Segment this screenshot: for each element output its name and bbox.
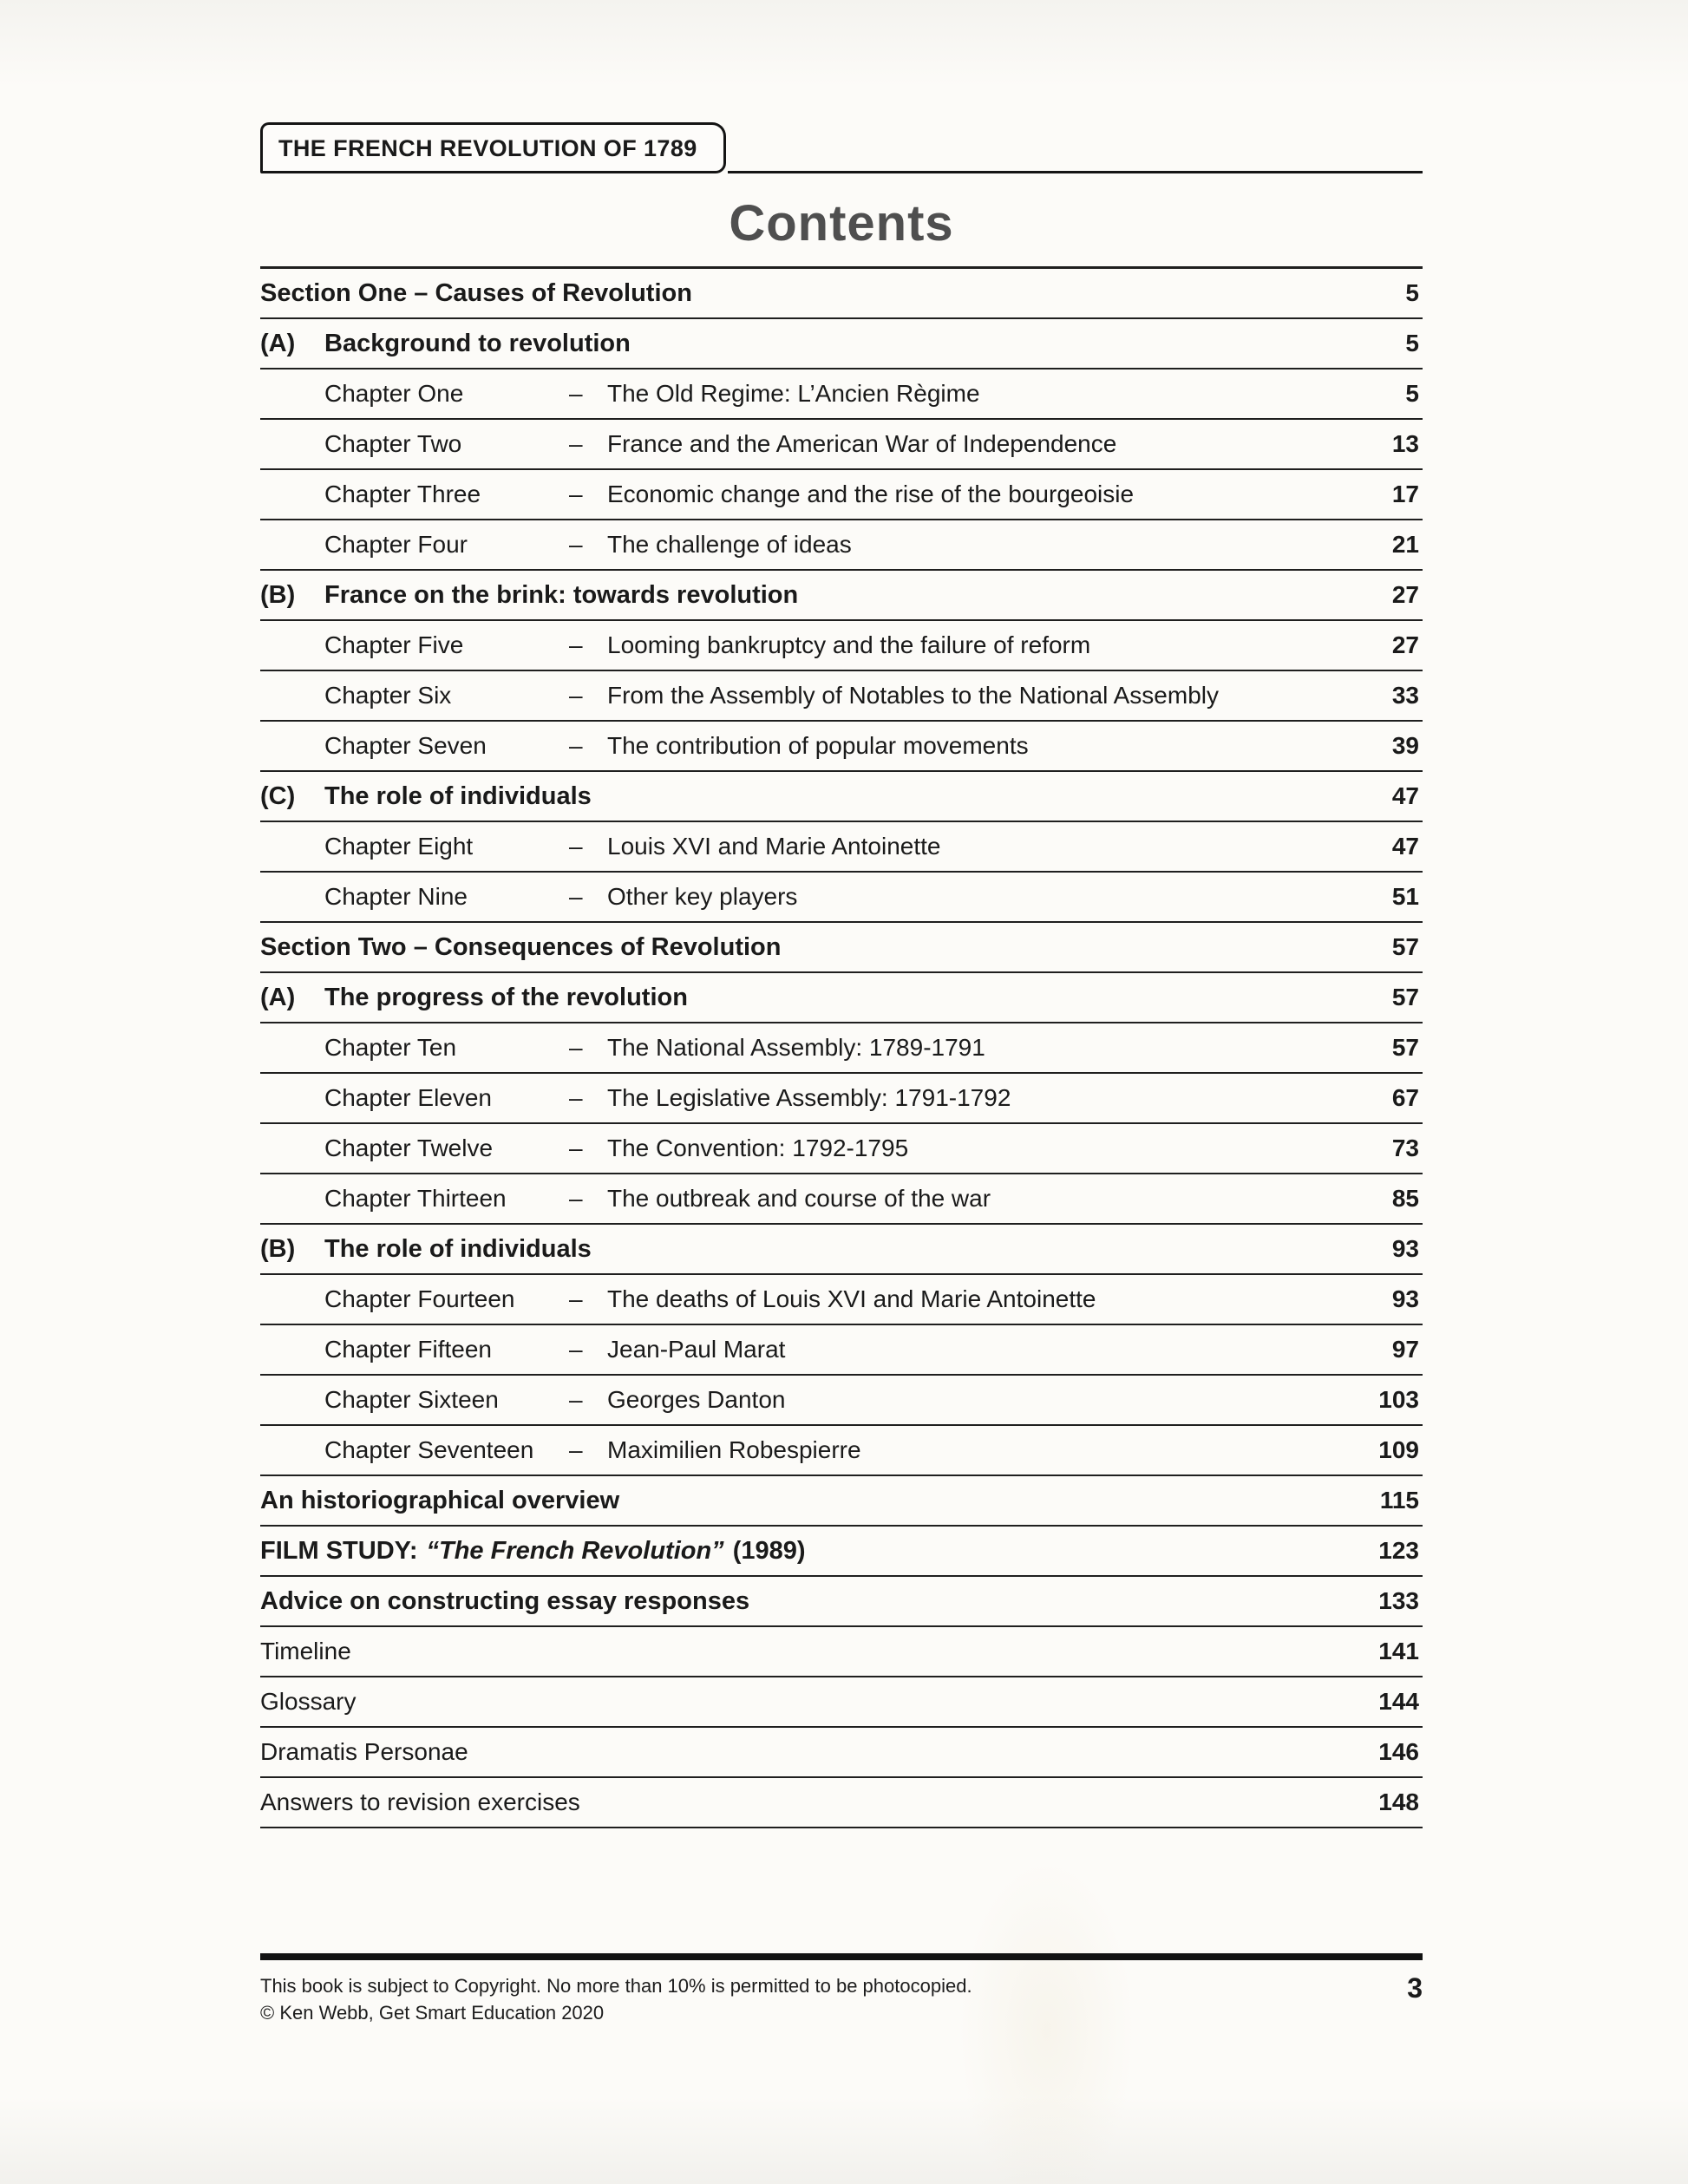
dash-separator: – bbox=[569, 531, 583, 558]
toc-page-number: 123 bbox=[1378, 1537, 1419, 1564]
toc-row bbox=[260, 822, 1423, 873]
toc-page-number: 144 bbox=[1378, 1688, 1419, 1715]
dash-separator: – bbox=[569, 732, 583, 759]
page-title: Contents bbox=[729, 195, 954, 252]
chapter-label: Chapter Five bbox=[324, 631, 464, 658]
chapter-title: The outbreak and course of the war bbox=[607, 1185, 991, 1212]
toc-page-number: 93 bbox=[1391, 1285, 1419, 1312]
chapter-title: The deaths of Louis XVI and Marie Antoinette bbox=[607, 1285, 1096, 1312]
toc-row bbox=[260, 1677, 1423, 1728]
toc-row bbox=[260, 1778, 1423, 1828]
toc-page-number: 93 bbox=[1391, 1235, 1419, 1262]
chapter-label: Chapter Twelve bbox=[324, 1135, 494, 1161]
tab-rule bbox=[728, 171, 1423, 173]
toc-page-number: 33 bbox=[1391, 682, 1419, 709]
section-letter: (A) bbox=[260, 329, 296, 357]
toc-row bbox=[260, 319, 1423, 369]
toc-row bbox=[260, 520, 1423, 571]
toc-page-number: 109 bbox=[1378, 1436, 1419, 1463]
section-letter: (B) bbox=[260, 580, 296, 609]
toc-row bbox=[260, 1074, 1423, 1124]
chapter-title: France and the American War of Independence bbox=[607, 430, 1117, 457]
section-letter: (A) bbox=[260, 983, 296, 1011]
chapter-label: Chapter Six bbox=[324, 682, 452, 709]
toc-row bbox=[260, 1426, 1423, 1476]
copyright-line: This book is subject to Copyright. No more than 10% is permitted to be photocopied. bbox=[260, 1975, 972, 1997]
toc-row bbox=[260, 1577, 1423, 1627]
dash-separator: – bbox=[569, 1285, 583, 1312]
toc-row bbox=[260, 722, 1423, 772]
chapter-label: Chapter Fourteen bbox=[324, 1285, 515, 1312]
chapter-title: Other key players bbox=[607, 883, 798, 910]
dash-separator: – bbox=[569, 1336, 583, 1363]
section-letter: (C) bbox=[260, 781, 296, 810]
dash-separator: – bbox=[569, 833, 583, 860]
toc-row bbox=[260, 1124, 1423, 1174]
chapter-label: Chapter Seven bbox=[324, 732, 487, 759]
chapter-title: Georges Danton bbox=[607, 1386, 786, 1413]
toc-row bbox=[260, 1325, 1423, 1376]
chapter-title: Economic change and the rise of the bourgeoisie bbox=[607, 481, 1135, 507]
toc-page-number: 85 bbox=[1391, 1185, 1419, 1212]
toc-entry-label: An historiographical overview bbox=[260, 1486, 620, 1514]
dash-separator: – bbox=[569, 481, 583, 507]
toc-page-number: 103 bbox=[1378, 1386, 1419, 1413]
dash-separator: – bbox=[569, 883, 583, 910]
toc-page-number: 27 bbox=[1391, 631, 1419, 658]
chapter-title: The Legislative Assembly: 1791-1792 bbox=[607, 1084, 1011, 1111]
chapter-title: Louis XVI and Marie Antoinette bbox=[607, 833, 941, 860]
toc-row bbox=[260, 1376, 1423, 1426]
toc-row bbox=[260, 1527, 1423, 1577]
toc-entry-label: Section One – Causes of Revolution bbox=[260, 278, 692, 307]
toc-row bbox=[260, 1476, 1423, 1527]
toc-page-number: 17 bbox=[1391, 481, 1419, 507]
publisher-line: © Ken Webb, Get Smart Education 2020 bbox=[260, 2002, 605, 2024]
toc-page-number: 13 bbox=[1391, 430, 1419, 457]
toc-row bbox=[260, 1174, 1423, 1225]
chapter-label: Chapter Eleven bbox=[324, 1084, 493, 1111]
toc-entry-label: FILM STUDY: bbox=[260, 1536, 418, 1565]
toc-page-number: 146 bbox=[1378, 1738, 1419, 1765]
chapter-title: Looming bankruptcy and the failure of reform bbox=[607, 631, 1091, 658]
toc-page-number: 67 bbox=[1391, 1084, 1419, 1111]
toc-page-number: 97 bbox=[1391, 1336, 1419, 1363]
toc-page-number: 5 bbox=[1405, 380, 1419, 407]
dash-separator: – bbox=[569, 631, 583, 658]
toc-entry-label: The role of individuals bbox=[324, 781, 592, 810]
toc-entry-label: Background to revolution bbox=[324, 329, 631, 357]
toc-page-number: 73 bbox=[1391, 1135, 1419, 1161]
chapter-title: The challenge of ideas bbox=[607, 531, 852, 558]
chapter-label: Chapter Fifteen bbox=[324, 1336, 492, 1363]
toc-entry-label: Answers to revision exercises bbox=[260, 1788, 580, 1815]
toc-page-number: 51 bbox=[1391, 883, 1419, 910]
toc-entry-label: Timeline bbox=[260, 1638, 351, 1664]
chapter-tab bbox=[260, 122, 726, 173]
tab-label: THE FRENCH REVOLUTION OF 1789 bbox=[278, 135, 697, 161]
chapter-label: Chapter Ten bbox=[324, 1034, 457, 1061]
toc-row bbox=[260, 671, 1423, 722]
header-tab-row bbox=[260, 120, 1423, 173]
toc-page-number: 5 bbox=[1405, 330, 1419, 356]
toc-row bbox=[260, 269, 1423, 319]
toc-row bbox=[260, 1728, 1423, 1778]
table-of-contents bbox=[260, 269, 1423, 1828]
toc-row bbox=[260, 873, 1423, 923]
dash-separator: – bbox=[569, 1185, 583, 1212]
toc-row bbox=[260, 1225, 1423, 1275]
footer-text bbox=[260, 1972, 972, 2026]
toc-page-number: 133 bbox=[1378, 1587, 1419, 1614]
toc-row bbox=[260, 1023, 1423, 1074]
toc-row bbox=[260, 369, 1423, 420]
toc-page-number: 57 bbox=[1391, 933, 1419, 960]
toc-entry-label: Advice on constructing essay responses bbox=[260, 1586, 750, 1615]
toc-page-number: 141 bbox=[1378, 1638, 1419, 1664]
dash-separator: – bbox=[569, 1135, 583, 1161]
dash-separator: – bbox=[569, 380, 583, 407]
chapter-label: Chapter Thirteen bbox=[324, 1185, 507, 1212]
film-title: “The French Revolution” bbox=[426, 1536, 724, 1565]
dash-separator: – bbox=[569, 1034, 583, 1061]
chapter-title: The National Assembly: 1789-1791 bbox=[607, 1034, 985, 1061]
chapter-title: The Convention: 1792-1795 bbox=[607, 1135, 909, 1161]
toc-page-number: 148 bbox=[1378, 1788, 1419, 1815]
chapter-label: Chapter Two bbox=[324, 430, 462, 457]
toc-row bbox=[260, 923, 1423, 973]
page-number: 3 bbox=[1407, 1972, 1423, 2004]
chapter-label: Chapter Sixteen bbox=[324, 1386, 499, 1413]
toc-row bbox=[260, 470, 1423, 520]
section-letter: (B) bbox=[260, 1234, 296, 1263]
toc-row bbox=[260, 973, 1423, 1023]
toc-entry-label: Glossary bbox=[260, 1688, 357, 1715]
footer-row bbox=[260, 1972, 1423, 2026]
dash-separator: – bbox=[569, 682, 583, 709]
chapter-title: The contribution of popular movements bbox=[607, 732, 1029, 759]
chapter-title: Maximilien Robespierre bbox=[607, 1436, 861, 1463]
toc-page-number: 47 bbox=[1391, 833, 1419, 860]
toc-page-number: 57 bbox=[1391, 1034, 1419, 1061]
page-footer bbox=[260, 1953, 1423, 2026]
dash-separator: – bbox=[569, 430, 583, 457]
chapter-label: Chapter Four bbox=[324, 531, 468, 558]
chapter-title: From the Assembly of Notables to the National Assembly bbox=[607, 682, 1219, 709]
toc-page-number: 57 bbox=[1391, 984, 1419, 1010]
toc-page-number: 5 bbox=[1405, 279, 1419, 306]
toc-entry-label: The role of individuals bbox=[324, 1234, 592, 1263]
toc-entry-label: Section Two – Consequences of Revolution bbox=[260, 932, 782, 961]
chapter-label: Chapter Nine bbox=[324, 883, 468, 910]
dash-separator: – bbox=[569, 1386, 583, 1413]
chapter-label: Chapter Three bbox=[324, 481, 481, 507]
toc-page-number: 115 bbox=[1379, 1487, 1419, 1514]
toc-row bbox=[260, 772, 1423, 822]
toc-row bbox=[260, 621, 1423, 671]
chapter-label: Chapter Eight bbox=[324, 833, 474, 860]
dash-separator: – bbox=[569, 1436, 583, 1463]
toc-row bbox=[260, 1627, 1423, 1677]
toc-entry-label: The progress of the revolution bbox=[324, 983, 688, 1011]
chapter-title: The Old Regime: L’Ancien Règime bbox=[607, 380, 980, 407]
toc-entry-label: Dramatis Personae bbox=[260, 1738, 468, 1765]
chapter-label: Chapter One bbox=[324, 380, 464, 407]
toc-row bbox=[260, 571, 1423, 621]
toc-page-number: 27 bbox=[1391, 581, 1419, 608]
toc-row bbox=[260, 1275, 1423, 1325]
dash-separator: – bbox=[569, 1084, 583, 1111]
toc-entry-label: France on the brink: towards revolution bbox=[324, 580, 799, 609]
chapter-title: Jean-Paul Marat bbox=[607, 1336, 786, 1363]
toc-row bbox=[260, 420, 1423, 470]
toc-page-number: 39 bbox=[1391, 732, 1419, 759]
toc-page-number: 21 bbox=[1391, 531, 1419, 558]
toc-page-number: 47 bbox=[1391, 782, 1419, 809]
chapter-label: Chapter Seventeen bbox=[324, 1436, 534, 1463]
footer-rule bbox=[260, 1953, 1423, 1960]
film-year: (1989) bbox=[732, 1536, 806, 1565]
